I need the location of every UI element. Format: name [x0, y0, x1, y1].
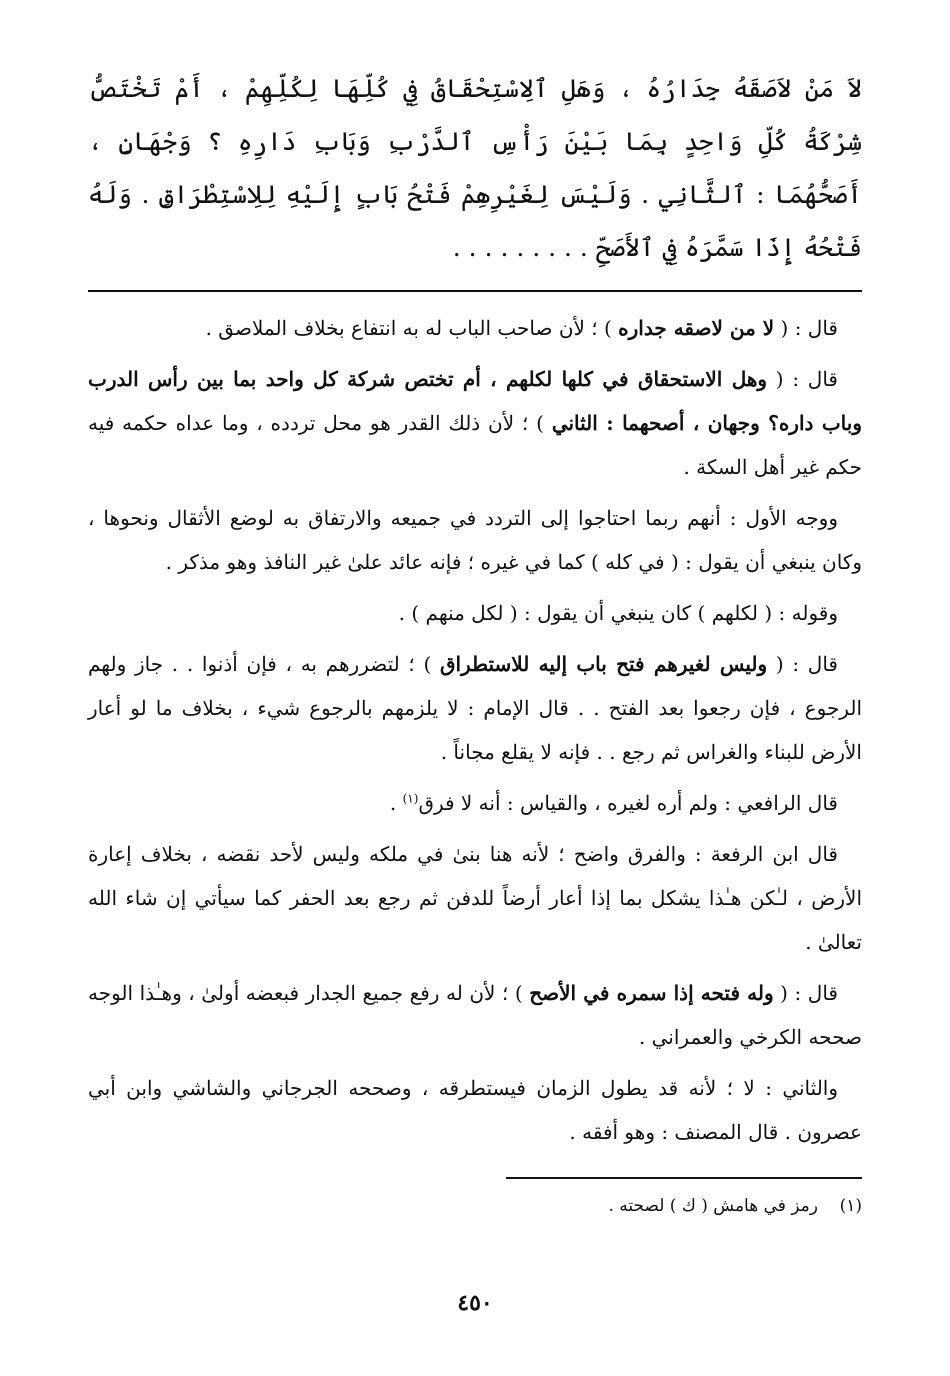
commentary-paragraph-5: قال : ( وليس لغيرهم فتح باب إليه للاستطراق ) ؛ لتضررهم به ، فإن أذنوا . . جاز ولهم الرجوع ، فإن رجعوا بعد الفتح . . قال الإمام : لا يلزمهم بالرجوع شيء ، بخلاف ما لو أعار الأرض للبناء والغراس ثم رجع . . فإنه لا يقلع مجاناً .	[88, 652, 862, 764]
quoted-matn: وليس لغيرهم فتح باب إليه للاستطراق	[439, 652, 768, 676]
commentary-paragraph-3: ووجه الأول : أنهم ربما احتاجوا إلى التردد في جميعه والارتفاق به لوضع الأثقال ونحوها ، وكان ينبغي أن يقول : ( في كله ) كما في غيره ؛ فإنه عائد علىٰ غير النافذ وهو مذكر .	[88, 506, 862, 574]
matn-text: لاَ مَنْ لاَصَقَهُ جِدَارُهُ ، وَهَلِ ٱلِاسْتِحْقَاقُ فِي كُلِّهَا لِكُلِّهِمْ ، أَمْ تَخْتَصُّ شِرْكَةُ كُلِّ وَاحِدٍ بِمَا بَيْنَ رَأْسِ ٱلدَّرْبِ وَبَابِ دَارِهِ ؟ وَجْهَانِ ، أَصَحُّهُمَا : ٱلثَّانِي . وَلَيْسَ لِغَيْرِهِمْ فَتْحُ بَابٍ إِلَيْهِ لِلِاسْتِطْرَاقِ . وَلَهُ فَتْحُهُ إِذَا سَمَّرَهُ فِي ٱلأَصَحِّ . . . . . . . . .	[88, 74, 862, 262]
commentary-paragraph-8: قال : ( وله فتحه إذا سمره في الأصح ) ؛ لأن له رفع جميع الجدار فبعضه أولىٰ ، وهـٰذا الوجه صححه الكرخي والعمراني .	[88, 981, 862, 1049]
quoted-matn: لا من لاصقه جداره	[618, 316, 775, 340]
commentary	[88, 306, 862, 1154]
quoted-matn: وله فتحه إذا سمره في الأصح	[529, 981, 774, 1005]
commentary-paragraph-4: وقوله : ( لكلهم ) كان ينبغي أن يقول : ( لكل منهم ) .	[398, 601, 838, 625]
quoted-matn: وهل الاستحقاق في كلها لكلهم ، أم تختص شركة كل واحد بما بين رأس الدرب وباب داره؟ وجهان ، أصحهما : الثاني	[88, 367, 863, 435]
commentary-paragraph-1: قال : ( لا من لاصقه جداره ) ؛ لأن صاحب الباب له به انتفاع بخلاف الملاصق .	[205, 316, 838, 340]
page-body	[88, 62, 862, 1221]
page-number: ٤٥٠	[457, 1290, 493, 1316]
commentary-paragraph-7: قال ابن الرفعة : والفرق واضح ؛ لأنه هنا بنىٰ في ملكه وليس لأحد نقضه ، بخلاف إعارة الأرض ، لـٰكن هـٰذا يشكل بما إذا أعار أرضاً للدفن ثم رجع بعد الحفر كما سيأتي إن شاء الله تعالىٰ .	[88, 842, 862, 954]
footnote-text: رمز في هامش ( ك ) لصحته .	[608, 1196, 818, 1216]
commentary-paragraph-9: والثاني : لا ؛ لأنه قد يطول الزمان فيستطرقه ، وصححه الجرجاني والشاشي وابن أبي عصرون . قال المصنف : وهو أفقه .	[88, 1076, 862, 1144]
footnote-number: (١)	[839, 1196, 862, 1216]
commentary-paragraph-2: قال : ( وهل الاستحقاق في كلها لكلهم ، أم تختص شركة كل واحد بما بين رأس الدرب وباب داره؟ وجهان ، أصحهما : الثاني ) ؛ لأن ذلك القدر هو محل تردده ، وما عداه حكمه فيه حكم غير أهل السكة .	[88, 367, 863, 479]
matn-divider	[88, 290, 862, 292]
commentary-paragraph-6: قال الرافعي : ولم أره لغيره ، والقياس : أنه لا فرق$^{(١)}$ .	[389, 791, 838, 815]
footnote-marker[interactable]: (١)	[402, 791, 419, 806]
footnote	[88, 1191, 862, 1221]
footnote-divider	[506, 1177, 862, 1179]
